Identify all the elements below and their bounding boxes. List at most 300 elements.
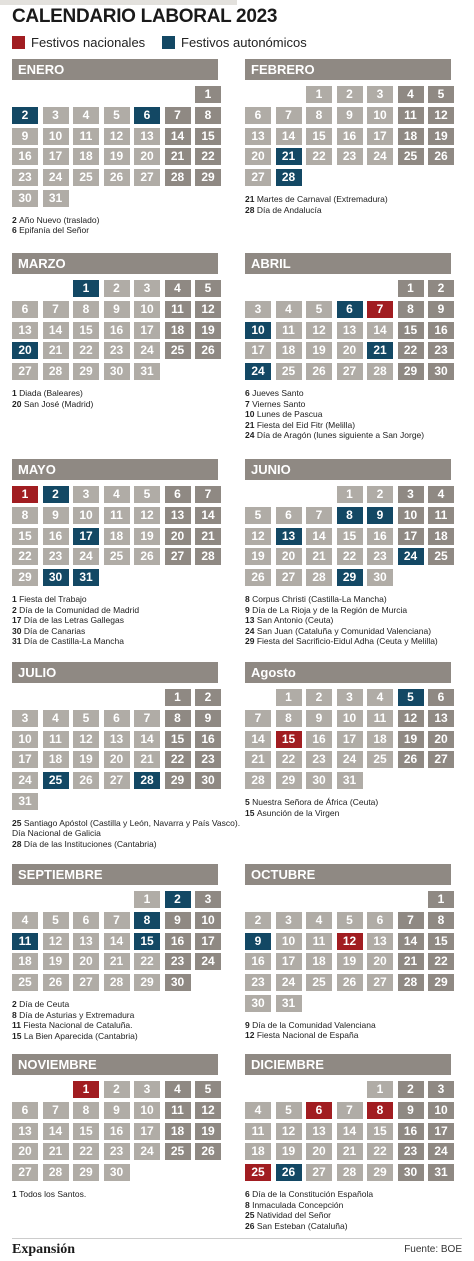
day-cell: 10 (337, 710, 363, 727)
day-cell: 29 (12, 569, 38, 586)
day-cell: 9 (43, 507, 69, 524)
day-cell: 15 (276, 731, 302, 748)
holiday-note (245, 1030, 474, 1041)
day-cell: 26 (195, 1143, 221, 1160)
day-cell: 22 (428, 953, 454, 970)
day-cell: 9 (367, 507, 393, 524)
day-cell: 30 (428, 363, 454, 380)
day-cell: 12 (306, 322, 332, 339)
holiday-name: La Bien Aparecida (Cantabria) (23, 1030, 138, 1041)
holiday-note (245, 1020, 474, 1031)
day-cell: 6 (73, 912, 99, 929)
day-cell: 13 (104, 731, 130, 748)
month-header: ABRIL (245, 253, 451, 274)
day-cell: 8 (73, 1102, 99, 1119)
day-cell: 14 (276, 128, 302, 145)
day-cell: 5 (73, 710, 99, 727)
holiday-note (245, 430, 474, 441)
day-cell: 16 (245, 953, 271, 970)
day-cell: 1 (428, 891, 454, 908)
day-cell: 26 (306, 363, 332, 380)
legend-national-label: Festivos nacionales (31, 35, 146, 50)
holiday-day: 25 (245, 1210, 257, 1220)
day-cell: 4 (12, 912, 38, 929)
holiday-day: 17 (12, 615, 24, 625)
day-cell: 23 (104, 342, 130, 359)
holiday-day: 11 (12, 1020, 24, 1030)
month-mayo (12, 459, 218, 646)
national-swatch (12, 36, 25, 49)
day-cell: 13 (337, 322, 363, 339)
day-cell: 24 (367, 148, 393, 165)
day-cell: 31 (12, 793, 38, 810)
month-octubre (245, 864, 451, 1041)
day-cell: 1 (367, 1081, 393, 1098)
day-cell: 25 (276, 363, 302, 380)
day-cell: 20 (12, 342, 38, 359)
day-cell: 25 (398, 148, 424, 165)
day-cell: 15 (73, 1123, 99, 1140)
holiday-name: Santiago Apóstol (Castilla y León, Navarra y País Vasco). Día Nacional de Galicia (12, 817, 241, 839)
day-cell: 26 (104, 169, 130, 186)
day-cell: 30 (43, 569, 69, 586)
holiday-note (12, 594, 242, 605)
day-cell: 7 (245, 710, 271, 727)
holiday-name: Día de la Comunidad de Madrid (19, 604, 140, 615)
day-cell: 21 (104, 953, 130, 970)
holiday-notes (245, 1189, 474, 1231)
day-cell: 20 (367, 953, 393, 970)
day-cell: 4 (73, 107, 99, 124)
day-cell: 4 (398, 86, 424, 103)
holiday-name: San José (Madrid) (23, 398, 94, 409)
day-cell: 26 (276, 1164, 302, 1181)
day-cell: 23 (43, 548, 69, 565)
holiday-note (12, 388, 242, 399)
day-cell: 24 (134, 342, 160, 359)
top-accent-bar (0, 0, 237, 5)
holiday-name: Martes de Carnaval (Extremadura) (256, 194, 388, 204)
holiday-name: San Antonio (Ceuta) (256, 615, 334, 625)
day-cell: 1 (337, 486, 363, 503)
day-cell: 22 (276, 751, 302, 768)
day-cell: 5 (337, 912, 363, 929)
day-cell: 21 (165, 148, 191, 165)
day-cell: 2 (12, 107, 38, 124)
footer-divider (12, 1238, 462, 1239)
day-cell: 20 (104, 751, 130, 768)
day-cell: 8 (195, 107, 221, 124)
holiday-name: Corpus Christi (Castilla-La Mancha) (252, 594, 387, 604)
day-cell: 17 (337, 731, 363, 748)
holiday-name: Día de la Comunidad Valenciana (252, 1019, 376, 1030)
day-cell: 10 (134, 1102, 160, 1119)
day-cell: 27 (12, 1164, 38, 1181)
day-cell: 28 (245, 772, 271, 789)
day-cell: 6 (12, 301, 38, 318)
day-cell: 30 (398, 1164, 424, 1181)
day-cell: 3 (245, 301, 271, 318)
day-cell: 2 (367, 486, 393, 503)
day-cell: 8 (337, 507, 363, 524)
day-cell: 27 (165, 548, 191, 565)
holiday-day: 1 (12, 388, 20, 398)
holiday-day: 25 (12, 817, 24, 828)
day-cell: 23 (245, 974, 271, 991)
day-cell: 25 (165, 342, 191, 359)
day-cell: 21 (398, 953, 424, 970)
holiday-note (12, 636, 242, 647)
day-cell: 30 (104, 1164, 130, 1181)
day-cell: 16 (306, 731, 332, 748)
holiday-day: 2 (12, 214, 20, 225)
day-cell: 25 (165, 1143, 191, 1160)
day-cell: 27 (306, 1164, 332, 1181)
day-cell: 2 (428, 280, 454, 297)
day-cell: 26 (428, 148, 454, 165)
day-cell: 16 (195, 731, 221, 748)
day-cell: 4 (367, 689, 393, 706)
day-cell: 17 (428, 1123, 454, 1140)
day-cell: 26 (245, 569, 271, 586)
day-cell: 7 (165, 107, 191, 124)
day-cell: 9 (104, 1102, 130, 1119)
day-cell: 1 (276, 689, 302, 706)
day-cell: 17 (367, 128, 393, 145)
day-cell: 19 (134, 528, 160, 545)
day-cell: 17 (398, 528, 424, 545)
day-cell: 23 (337, 148, 363, 165)
month-header: JULIO (12, 662, 218, 683)
day-cell: 11 (428, 507, 454, 524)
holiday-note (12, 999, 242, 1010)
day-cell: 8 (12, 507, 38, 524)
day-cell: 22 (195, 148, 221, 165)
holiday-day: 8 (12, 1009, 20, 1020)
day-cell: 8 (165, 710, 191, 727)
day-cell: 22 (398, 342, 424, 359)
holiday-note (245, 409, 474, 420)
day-cell: 7 (195, 486, 221, 503)
holiday-notes (245, 388, 474, 441)
day-cell: 28 (134, 772, 160, 789)
holiday-note (245, 594, 474, 605)
day-cell: 18 (43, 751, 69, 768)
day-cell: 20 (337, 342, 363, 359)
day-cell: 23 (306, 751, 332, 768)
day-cell: 18 (165, 322, 191, 339)
day-cell: 29 (134, 974, 160, 991)
holiday-name: Natividad del Señor (256, 1210, 332, 1220)
day-cell: 13 (165, 507, 191, 524)
day-cell: 14 (367, 322, 393, 339)
day-cell: 11 (276, 322, 302, 339)
day-cell: 3 (73, 486, 99, 503)
holiday-note (245, 797, 474, 808)
holiday-day: 1 (12, 594, 20, 604)
holiday-name: San Juan (Cataluña y Comunidad Valenciana) (256, 625, 432, 636)
day-cell: 15 (367, 1123, 393, 1140)
day-cell: 10 (43, 128, 69, 145)
day-cell: 5 (306, 301, 332, 318)
day-cell: 17 (276, 953, 302, 970)
day-cell: 12 (276, 1123, 302, 1140)
day-cell: 24 (195, 953, 221, 970)
holiday-notes (245, 797, 474, 818)
holiday-day: 15 (12, 1030, 24, 1041)
day-cell: 2 (165, 891, 191, 908)
day-cell: 22 (134, 953, 160, 970)
month-septiembre (12, 864, 218, 1041)
day-cell: 28 (337, 1164, 363, 1181)
day-cell: 25 (73, 169, 99, 186)
day-cell: 14 (43, 1123, 69, 1140)
day-cell: 25 (428, 548, 454, 565)
day-cell: 3 (367, 86, 393, 103)
day-cell: 4 (276, 301, 302, 318)
holiday-day: 1 (12, 1189, 20, 1199)
day-cell: 25 (367, 751, 393, 768)
month-header: ENERO (12, 59, 218, 80)
day-cell: 14 (337, 1123, 363, 1140)
day-cell: 15 (398, 322, 424, 339)
day-cell: 8 (428, 912, 454, 929)
day-cell: 28 (367, 363, 393, 380)
day-cell: 25 (306, 974, 332, 991)
day-cell: 9 (104, 301, 130, 318)
day-cell: 5 (195, 280, 221, 297)
holiday-note (12, 1020, 242, 1031)
day-cell: 6 (134, 107, 160, 124)
month-header: MAYO (12, 459, 218, 480)
day-cell: 20 (276, 548, 302, 565)
day-cell: 14 (245, 731, 271, 748)
day-cell: 15 (165, 731, 191, 748)
day-cell: 5 (104, 107, 130, 124)
holiday-day: 7 (245, 398, 253, 409)
day-cell: 10 (134, 301, 160, 318)
day-cell: 23 (12, 169, 38, 186)
day-cell: 18 (306, 953, 332, 970)
day-cell: 11 (306, 933, 332, 950)
holiday-name: Jueves Santo (252, 388, 304, 398)
day-cell: 18 (245, 1143, 271, 1160)
day-cell: 24 (428, 1143, 454, 1160)
day-cell: 28 (306, 569, 332, 586)
day-cell: 30 (165, 974, 191, 991)
holiday-note (245, 399, 474, 410)
holiday-notes (12, 215, 242, 236)
day-cell: 29 (73, 1164, 99, 1181)
day-cell: 31 (43, 190, 69, 207)
day-cell: 2 (398, 1081, 424, 1098)
day-cell: 14 (306, 528, 332, 545)
holiday-day: 28 (12, 838, 24, 849)
legend-national (12, 35, 145, 50)
day-cell: 7 (134, 710, 160, 727)
holiday-day: 10 (245, 409, 257, 419)
day-cell: 18 (367, 731, 393, 748)
day-cell: 30 (104, 363, 130, 380)
holiday-day: 2 (12, 604, 20, 615)
day-cell: 16 (337, 128, 363, 145)
holiday-note (245, 194, 474, 205)
holiday-note (245, 1200, 474, 1211)
month-junio (245, 459, 451, 646)
holiday-note (245, 1189, 474, 1200)
month-header: MARZO (12, 253, 218, 274)
day-cell: 12 (398, 710, 424, 727)
day-cell: 26 (134, 548, 160, 565)
day-cell: 5 (43, 912, 69, 929)
day-cell: 21 (367, 342, 393, 359)
day-cell: 17 (245, 342, 271, 359)
day-cell: 23 (367, 548, 393, 565)
day-cell: 11 (165, 301, 191, 318)
day-cell: 3 (43, 107, 69, 124)
day-cell: 14 (104, 933, 130, 950)
day-cell: 28 (398, 974, 424, 991)
day-cell: 12 (73, 731, 99, 748)
day-cell: 24 (398, 548, 424, 565)
day-cell: 28 (165, 169, 191, 186)
holiday-day: 12 (245, 1030, 257, 1041)
month-header: JUNIO (245, 459, 451, 480)
day-cell: 9 (337, 107, 363, 124)
day-cell: 6 (165, 486, 191, 503)
day-cell: 29 (195, 169, 221, 186)
day-cell: 7 (104, 912, 130, 929)
day-cell: 27 (104, 772, 130, 789)
holiday-name: Todos los Santos. (19, 1189, 87, 1199)
day-cell: 10 (195, 912, 221, 929)
day-cell: 14 (195, 507, 221, 524)
holiday-day: 8 (245, 594, 253, 604)
month-diciembre (245, 1054, 451, 1231)
day-cell: 15 (195, 128, 221, 145)
holiday-name: Año Nuevo (traslado) (19, 214, 100, 225)
day-cell: 13 (73, 933, 99, 950)
day-cell: 13 (428, 710, 454, 727)
day-cell: 19 (337, 953, 363, 970)
day-cell: 1 (12, 486, 38, 503)
day-cell: 24 (73, 548, 99, 565)
day-cell: 14 (134, 731, 160, 748)
day-cell: 9 (306, 710, 332, 727)
day-cell: 9 (12, 128, 38, 145)
day-cell: 21 (245, 751, 271, 768)
day-cell: 16 (398, 1123, 424, 1140)
day-cell: 20 (73, 953, 99, 970)
holiday-day: 15 (245, 807, 257, 818)
day-cell: 23 (398, 1143, 424, 1160)
holiday-day: 2 (12, 999, 20, 1009)
day-cell: 9 (398, 1102, 424, 1119)
day-cell: 24 (134, 1143, 160, 1160)
holiday-day: 13 (245, 615, 257, 625)
day-cell: 22 (367, 1143, 393, 1160)
day-cell: 28 (276, 169, 302, 186)
holiday-note (245, 615, 474, 626)
day-cell: 19 (276, 1143, 302, 1160)
holiday-notes (12, 388, 242, 409)
day-cell: 1 (165, 689, 191, 706)
day-cell: 17 (134, 322, 160, 339)
day-cell: 23 (104, 1143, 130, 1160)
day-cell: 3 (195, 891, 221, 908)
day-cell: 11 (398, 107, 424, 124)
holiday-note (245, 636, 474, 647)
day-cell: 6 (337, 301, 363, 318)
holiday-note (12, 225, 242, 236)
day-cell: 2 (245, 912, 271, 929)
holiday-name: Fiesta Nacional de España (256, 1030, 359, 1041)
holiday-notes (245, 1020, 474, 1041)
day-cell: 20 (165, 528, 191, 545)
day-cell: 12 (245, 528, 271, 545)
day-cell: 8 (276, 710, 302, 727)
day-cell: 28 (43, 363, 69, 380)
day-cell: 13 (306, 1123, 332, 1140)
day-cell: 4 (165, 1081, 191, 1098)
day-cell: 3 (276, 912, 302, 929)
day-cell: 18 (276, 342, 302, 359)
holiday-name: Fiesta del Eid Fitr (Melilla) (256, 419, 356, 430)
holiday-name: San Esteban (Cataluña) (256, 1220, 348, 1231)
day-cell: 22 (165, 751, 191, 768)
day-cell: 31 (73, 569, 99, 586)
day-cell: 18 (73, 148, 99, 165)
day-cell: 10 (367, 107, 393, 124)
holiday-note (245, 605, 474, 616)
day-cell: 7 (398, 912, 424, 929)
holiday-name: Fiesta del Sacrificio-Eidul Adha (Ceuta y Melilla) (256, 636, 438, 646)
holiday-day: 6 (12, 225, 20, 236)
day-cell: 10 (245, 322, 271, 339)
day-cell: 12 (428, 107, 454, 124)
day-cell: 20 (306, 1143, 332, 1160)
day-cell: 20 (134, 148, 160, 165)
holiday-day: 21 (245, 419, 257, 430)
holiday-name: Nuestra Señora de África (Ceuta) (252, 797, 379, 807)
day-cell: 17 (195, 933, 221, 950)
holiday-day: 6 (245, 1189, 253, 1199)
day-cell: 24 (276, 974, 302, 991)
day-cell: 1 (195, 86, 221, 103)
holiday-day: 20 (12, 398, 24, 409)
day-cell: 9 (428, 301, 454, 318)
day-cell: 30 (367, 569, 393, 586)
month-marzo (12, 253, 218, 409)
day-cell: 19 (195, 322, 221, 339)
day-cell: 9 (195, 710, 221, 727)
day-cell: 14 (43, 322, 69, 339)
day-cell: 17 (43, 148, 69, 165)
day-cell: 29 (337, 569, 363, 586)
day-cell: 21 (43, 342, 69, 359)
day-cell: 8 (134, 912, 160, 929)
day-cell: 12 (337, 933, 363, 950)
holiday-day: 8 (245, 1199, 253, 1210)
day-cell: 28 (195, 548, 221, 565)
day-cell: 15 (134, 933, 160, 950)
day-cell: 27 (428, 751, 454, 768)
holiday-name: Día de Canarias (23, 625, 86, 636)
brand-logo: Expansión (12, 1242, 76, 1257)
day-cell: 10 (276, 933, 302, 950)
day-cell: 12 (195, 301, 221, 318)
day-cell: 3 (398, 486, 424, 503)
